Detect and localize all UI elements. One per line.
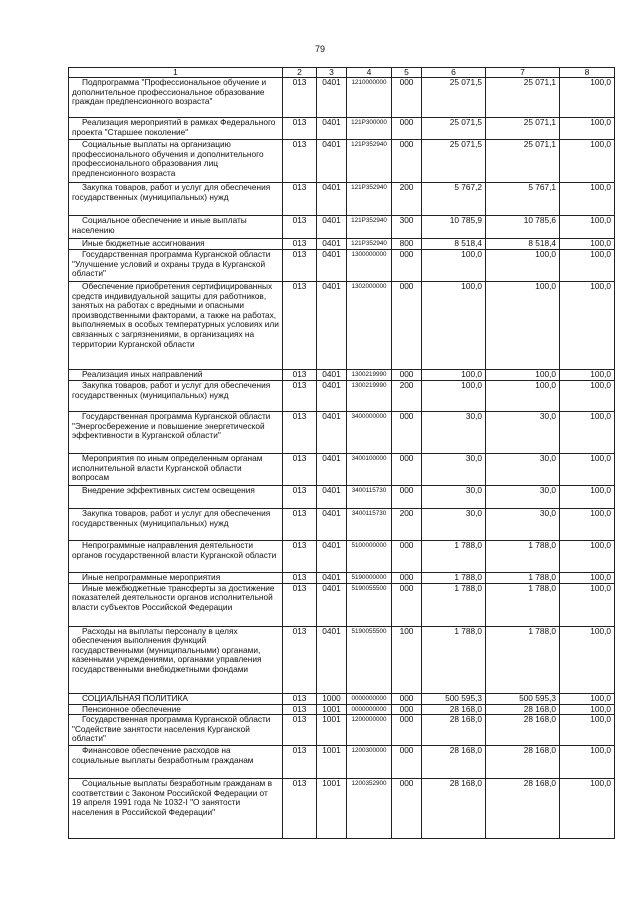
column-number-header: 6 bbox=[422, 68, 486, 78]
table-row bbox=[69, 509, 615, 541]
target-article-cell: 5190000000 bbox=[347, 573, 392, 584]
table-row bbox=[69, 626, 615, 693]
expense-kind-cell: 000 bbox=[392, 704, 422, 715]
target-article-cell: 1200300000 bbox=[347, 746, 392, 779]
section-code-cell: 0401 bbox=[317, 250, 347, 282]
planned-amount-cell: 25 071,5 bbox=[422, 140, 486, 183]
section-code-cell: 0401 bbox=[317, 626, 347, 693]
percent-cell: 100,0 bbox=[560, 779, 615, 839]
actual-amount-cell: 28 168,0 bbox=[486, 746, 560, 779]
percent-cell: 100,0 bbox=[560, 412, 615, 454]
row-name-cell: Мероприятия по иным определенным органам исполнительной власти Курганской области вопросам bbox=[69, 454, 283, 486]
expense-kind-cell: 000 bbox=[392, 583, 422, 626]
ministry-code-cell: 013 bbox=[283, 779, 317, 839]
row-name-cell: Обеспечение приобретения сертифицированных средств индивидуальной защиты для работников, занятых на работах с вредными и опасными производственными факторами, а также на работах, выполняемых в особых температурных условиях или связанных с загрязнениями, в организациях на территории Курганской области bbox=[69, 282, 283, 370]
ministry-code-cell: 013 bbox=[283, 118, 317, 140]
ministry-code-cell: 013 bbox=[283, 381, 317, 412]
column-number-header: 4 bbox=[347, 68, 392, 78]
ministry-code-cell: 013 bbox=[283, 693, 317, 704]
column-number-header: 1 bbox=[69, 68, 283, 78]
ministry-code-cell: 013 bbox=[283, 370, 317, 381]
actual-amount-cell: 30,0 bbox=[486, 412, 560, 454]
planned-amount-cell: 100,0 bbox=[422, 370, 486, 381]
ministry-code-cell: 013 bbox=[283, 509, 317, 541]
table-row bbox=[69, 704, 615, 715]
percent-cell: 100,0 bbox=[560, 541, 615, 573]
section-code-cell: 1001 bbox=[317, 779, 347, 839]
ministry-code-cell: 013 bbox=[283, 715, 317, 746]
ministry-code-cell: 013 bbox=[283, 573, 317, 584]
planned-amount-cell: 100,0 bbox=[422, 381, 486, 412]
expense-kind-cell: 000 bbox=[392, 715, 422, 746]
actual-amount-cell: 28 168,0 bbox=[486, 715, 560, 746]
ministry-code-cell: 013 bbox=[283, 140, 317, 183]
actual-amount-cell: 1 788,0 bbox=[486, 573, 560, 584]
planned-amount-cell: 30,0 bbox=[422, 486, 486, 509]
actual-amount-cell: 1 788,0 bbox=[486, 541, 560, 573]
expense-kind-cell: 200 bbox=[392, 509, 422, 541]
expense-kind-cell: 000 bbox=[392, 454, 422, 486]
actual-amount-cell: 25 071,1 bbox=[486, 78, 560, 118]
actual-amount-cell: 1 788,0 bbox=[486, 583, 560, 626]
ministry-code-cell: 013 bbox=[283, 412, 317, 454]
ministry-code-cell: 013 bbox=[283, 486, 317, 509]
table-row bbox=[69, 78, 615, 118]
ministry-code-cell: 013 bbox=[283, 183, 317, 216]
planned-amount-cell: 28 168,0 bbox=[422, 704, 486, 715]
target-article-cell: 1300000000 bbox=[347, 250, 392, 282]
planned-amount-cell: 28 168,0 bbox=[422, 746, 486, 779]
row-name-cell: Социальные выплаты на организацию профессионального обучения и дополнительного профессионального образования лиц предпенсионного возраста bbox=[69, 140, 283, 183]
percent-cell: 100,0 bbox=[560, 239, 615, 250]
ministry-code-cell: 013 bbox=[283, 216, 317, 239]
actual-amount-cell: 1 788,0 bbox=[486, 626, 560, 693]
planned-amount-cell: 30,0 bbox=[422, 454, 486, 486]
planned-amount-cell: 1 788,0 bbox=[422, 541, 486, 573]
actual-amount-cell: 30,0 bbox=[486, 486, 560, 509]
table-row bbox=[69, 715, 615, 746]
ministry-code-cell: 013 bbox=[283, 239, 317, 250]
table-row bbox=[69, 239, 615, 250]
page-number: 79 bbox=[314, 44, 325, 54]
row-name-cell: Подпрограмма "Профессиональное обучение и дополнительное профессиональное образование граждан предпенсионного возраста" bbox=[69, 78, 283, 118]
percent-cell: 100,0 bbox=[560, 216, 615, 239]
actual-amount-cell: 8 518,4 bbox=[486, 239, 560, 250]
section-code-cell: 0401 bbox=[317, 78, 347, 118]
table-row bbox=[69, 216, 615, 239]
table-header-row bbox=[69, 68, 615, 78]
target-article-cell: 1200000000 bbox=[347, 715, 392, 746]
expense-kind-cell: 000 bbox=[392, 78, 422, 118]
target-article-cell: 3400115730 bbox=[347, 509, 392, 541]
column-number-header: 7 bbox=[486, 68, 560, 78]
table-row bbox=[69, 746, 615, 779]
table-row bbox=[69, 454, 615, 486]
target-article-cell: 1200352900 bbox=[347, 779, 392, 839]
section-code-cell: 0401 bbox=[317, 118, 347, 140]
planned-amount-cell: 1 788,0 bbox=[422, 583, 486, 626]
percent-cell: 100,0 bbox=[560, 370, 615, 381]
table-row bbox=[69, 779, 615, 839]
table-row bbox=[69, 183, 615, 216]
row-name-cell: Внедрение эффективных систем освещения bbox=[69, 486, 283, 509]
section-code-cell: 0401 bbox=[317, 370, 347, 381]
target-article-cell: 0000000000 bbox=[347, 704, 392, 715]
section-code-cell: 0401 bbox=[317, 412, 347, 454]
expense-kind-cell: 000 bbox=[392, 250, 422, 282]
planned-amount-cell: 5 767,2 bbox=[422, 183, 486, 216]
section-code-cell: 0401 bbox=[317, 381, 347, 412]
ministry-code-cell: 013 bbox=[283, 454, 317, 486]
percent-cell: 100,0 bbox=[560, 486, 615, 509]
ministry-code-cell: 013 bbox=[283, 626, 317, 693]
expense-kind-cell: 000 bbox=[392, 140, 422, 183]
planned-amount-cell: 28 168,0 bbox=[422, 779, 486, 839]
planned-amount-cell: 1 788,0 bbox=[422, 626, 486, 693]
section-code-cell: 0401 bbox=[317, 583, 347, 626]
target-article-cell: 0000000000 bbox=[347, 693, 392, 704]
planned-amount-cell: 30,0 bbox=[422, 509, 486, 541]
expense-kind-cell: 100 bbox=[392, 626, 422, 693]
section-code-cell: 0401 bbox=[317, 541, 347, 573]
section-code-cell: 1000 bbox=[317, 693, 347, 704]
percent-cell: 100,0 bbox=[560, 140, 615, 183]
row-name-cell: СОЦИАЛЬНАЯ ПОЛИТИКА bbox=[69, 693, 283, 704]
row-name-cell: Иные межбюджетные трансферты за достижение показателей деятельности органов исполнительной власти субъектов Российской Федерации bbox=[69, 583, 283, 626]
percent-cell: 100,0 bbox=[560, 715, 615, 746]
planned-amount-cell: 30,0 bbox=[422, 412, 486, 454]
percent-cell: 100,0 bbox=[560, 509, 615, 541]
row-name-cell: Закупка товаров, работ и услуг для обеспечения государственных (муниципальных) нужд bbox=[69, 509, 283, 541]
percent-cell: 100,0 bbox=[560, 454, 615, 486]
column-number-header: 3 bbox=[317, 68, 347, 78]
expense-kind-cell: 200 bbox=[392, 381, 422, 412]
table-row bbox=[69, 140, 615, 183]
column-number-header: 5 bbox=[392, 68, 422, 78]
budget-table bbox=[68, 67, 615, 839]
section-code-cell: 0401 bbox=[317, 183, 347, 216]
percent-cell: 100,0 bbox=[560, 78, 615, 118]
percent-cell: 100,0 bbox=[560, 381, 615, 412]
actual-amount-cell: 28 168,0 bbox=[486, 704, 560, 715]
target-article-cell: 1210000000 bbox=[347, 78, 392, 118]
expense-kind-cell: 000 bbox=[392, 746, 422, 779]
expense-kind-cell: 200 bbox=[392, 183, 422, 216]
expense-kind-cell: 000 bbox=[392, 118, 422, 140]
target-article-cell: 5100000000 bbox=[347, 541, 392, 573]
column-number-header: 8 bbox=[560, 68, 615, 78]
actual-amount-cell: 30,0 bbox=[486, 509, 560, 541]
section-code-cell: 0401 bbox=[317, 282, 347, 370]
actual-amount-cell: 5 767,1 bbox=[486, 183, 560, 216]
target-article-cell: 3400000000 bbox=[347, 412, 392, 454]
planned-amount-cell: 100,0 bbox=[422, 282, 486, 370]
section-code-cell: 1001 bbox=[317, 704, 347, 715]
section-code-cell: 0401 bbox=[317, 140, 347, 183]
expense-kind-cell: 000 bbox=[392, 282, 422, 370]
section-code-cell: 0401 bbox=[317, 216, 347, 239]
target-article-cell: 3400100000 bbox=[347, 454, 392, 486]
actual-amount-cell: 100,0 bbox=[486, 381, 560, 412]
actual-amount-cell: 100,0 bbox=[486, 250, 560, 282]
planned-amount-cell: 100,0 bbox=[422, 250, 486, 282]
table-row bbox=[69, 412, 615, 454]
expense-kind-cell: 000 bbox=[392, 486, 422, 509]
percent-cell: 100,0 bbox=[560, 118, 615, 140]
actual-amount-cell: 10 785,6 bbox=[486, 216, 560, 239]
planned-amount-cell: 500 595,3 bbox=[422, 693, 486, 704]
ministry-code-cell: 013 bbox=[283, 78, 317, 118]
table-row bbox=[69, 250, 615, 282]
percent-cell: 100,0 bbox=[560, 693, 615, 704]
actual-amount-cell: 100,0 bbox=[486, 370, 560, 381]
target-article-cell: 1302000000 bbox=[347, 282, 392, 370]
target-article-cell: 5190055500 bbox=[347, 626, 392, 693]
planned-amount-cell: 28 168,0 bbox=[422, 715, 486, 746]
row-name-cell: Государственная программа Курганской области "Улучшение условий и охраны труда в Курганской области" bbox=[69, 250, 283, 282]
section-code-cell: 0401 bbox=[317, 486, 347, 509]
percent-cell: 100,0 bbox=[560, 746, 615, 779]
actual-amount-cell: 25 071,1 bbox=[486, 118, 560, 140]
row-name-cell: Иные бюджетные ассигнования bbox=[69, 239, 283, 250]
ministry-code-cell: 013 bbox=[283, 704, 317, 715]
planned-amount-cell: 8 518,4 bbox=[422, 239, 486, 250]
actual-amount-cell: 28 168,0 bbox=[486, 779, 560, 839]
percent-cell: 100,0 bbox=[560, 704, 615, 715]
row-name-cell: Иные непрограммные мероприятия bbox=[69, 573, 283, 584]
percent-cell: 100,0 bbox=[560, 626, 615, 693]
row-name-cell: Реализация мероприятий в рамках Федерального проекта "Старшее поколение" bbox=[69, 118, 283, 140]
expense-kind-cell: 000 bbox=[392, 573, 422, 584]
ministry-code-cell: 013 bbox=[283, 250, 317, 282]
percent-cell: 100,0 bbox=[560, 183, 615, 216]
column-number-header: 2 bbox=[283, 68, 317, 78]
planned-amount-cell: 25 071,5 bbox=[422, 78, 486, 118]
expense-kind-cell: 000 bbox=[392, 370, 422, 381]
section-code-cell: 0401 bbox=[317, 239, 347, 250]
expense-kind-cell: 000 bbox=[392, 779, 422, 839]
row-name-cell: Государственная программа Курганской области "Энергосбережение и повышение энергетической эффективности в Курганской области" bbox=[69, 412, 283, 454]
table-row bbox=[69, 541, 615, 573]
row-name-cell: Непрограммные направления деятельности органов государственной власти Курганской области bbox=[69, 541, 283, 573]
expense-kind-cell: 000 bbox=[392, 693, 422, 704]
ministry-code-cell: 013 bbox=[283, 541, 317, 573]
expense-kind-cell: 800 bbox=[392, 239, 422, 250]
planned-amount-cell: 25 071,5 bbox=[422, 118, 486, 140]
table-row bbox=[69, 583, 615, 626]
percent-cell: 100,0 bbox=[560, 250, 615, 282]
target-article-cell: 121P352940 bbox=[347, 216, 392, 239]
target-article-cell: 121P352940 bbox=[347, 239, 392, 250]
row-name-cell: Реализация иных направлений bbox=[69, 370, 283, 381]
table-row bbox=[69, 118, 615, 140]
percent-cell: 100,0 bbox=[560, 282, 615, 370]
section-code-cell: 1001 bbox=[317, 715, 347, 746]
row-name-cell: Социальные выплаты безработным гражданам в соответствии с Законом Российской Федерации от 19 апреля 1991 года № 1032-I "О занятости населения в Российской Федерации" bbox=[69, 779, 283, 839]
target-article-cell: 3400115730 bbox=[347, 486, 392, 509]
row-name-cell: Пенсионное обеспечение bbox=[69, 704, 283, 715]
expense-kind-cell: 000 bbox=[392, 541, 422, 573]
table-row bbox=[69, 573, 615, 584]
row-name-cell: Закупка товаров, работ и услуг для обеспечения государственных (муниципальных) нужд bbox=[69, 183, 283, 216]
planned-amount-cell: 10 785,9 bbox=[422, 216, 486, 239]
table-row bbox=[69, 486, 615, 509]
expense-kind-cell: 300 bbox=[392, 216, 422, 239]
target-article-cell: 121P352940 bbox=[347, 140, 392, 183]
actual-amount-cell: 30,0 bbox=[486, 454, 560, 486]
target-article-cell: 121P352940 bbox=[347, 183, 392, 216]
percent-cell: 100,0 bbox=[560, 583, 615, 626]
table-row bbox=[69, 381, 615, 412]
row-name-cell: Государственная программа Курганской области "Содействие занятости населения Курганской области" bbox=[69, 715, 283, 746]
target-article-cell: 1300219990 bbox=[347, 381, 392, 412]
table-row bbox=[69, 282, 615, 370]
ministry-code-cell: 013 bbox=[283, 583, 317, 626]
ministry-code-cell: 013 bbox=[283, 746, 317, 779]
section-code-cell: 0401 bbox=[317, 454, 347, 486]
row-name-cell: Расходы на выплаты персоналу в целях обеспечения выполнения функций государственными (муниципальными) органами, казенными учреждениями, органами управления государственными внебюджетными фондами bbox=[69, 626, 283, 693]
target-article-cell: 5190055500 bbox=[347, 583, 392, 626]
row-name-cell: Закупка товаров, работ и услуг для обеспечения государственных (муниципальных) нужд bbox=[69, 381, 283, 412]
table-row bbox=[69, 693, 615, 704]
actual-amount-cell: 500 595,3 bbox=[486, 693, 560, 704]
section-code-cell: 0401 bbox=[317, 573, 347, 584]
expense-kind-cell: 000 bbox=[392, 412, 422, 454]
percent-cell: 100,0 bbox=[560, 573, 615, 584]
section-code-cell: 1001 bbox=[317, 746, 347, 779]
planned-amount-cell: 1 788,0 bbox=[422, 573, 486, 584]
target-article-cell: 1300219990 bbox=[347, 370, 392, 381]
section-code-cell: 0401 bbox=[317, 509, 347, 541]
actual-amount-cell: 25 071,1 bbox=[486, 140, 560, 183]
ministry-code-cell: 013 bbox=[283, 282, 317, 370]
actual-amount-cell: 100,0 bbox=[486, 282, 560, 370]
target-article-cell: 121P300000 bbox=[347, 118, 392, 140]
table-row bbox=[69, 370, 615, 381]
row-name-cell: Социальное обеспечение и иные выплаты населению bbox=[69, 216, 283, 239]
row-name-cell: Финансовое обеспечение расходов на социальные выплаты безработным гражданам bbox=[69, 746, 283, 779]
